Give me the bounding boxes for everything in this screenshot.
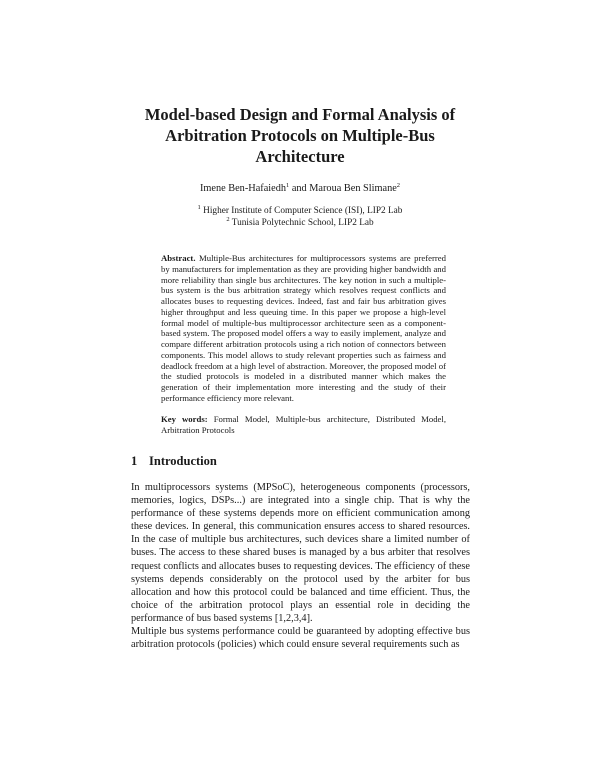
title-line: Model-based Design and Formal Analysis of [144,105,456,124]
section-number: 1 [131,454,138,468]
author-name: Imene Ben-Hafaiedh [199,183,286,194]
abstract-label: Abstract. [161,253,196,263]
body-paragraph: Multiple bus systems performance could be guaranteed by adopting effective bus arbitration protocols (policies) which could ensure several requirements such as [131,626,470,651]
affiliation-mark: 1 [286,182,290,189]
affiliation-text: Tunisia Polytechnic School, LIP2 Lab [231,217,374,228]
affiliation-mark: 1 [197,204,201,211]
affiliation-mark: 2 [396,182,401,189]
affiliation [100,215,500,230]
abstract [161,253,446,404]
title-line: Architecture [255,147,345,166]
author-list [100,182,500,195]
paper-title [100,104,500,167]
affiliation-text: Higher Institute of Computer Science (ISI), LIP2 Lab [203,206,403,216]
affiliation-list [100,206,500,229]
affiliation [100,206,500,218]
author-name: Maroua Ben Slimane [309,183,397,194]
keywords [161,414,446,436]
author-joiner: and [291,183,307,194]
section-title: Introduction [149,454,217,468]
affiliation-mark: 2 [226,215,230,223]
section-body [131,481,470,651]
section-heading [131,454,217,469]
body-paragraph: In multiprocessors systems (MPSoC), heterogeneous components (processors, memories, logics, DSPs...) are integrated into a single chip. That is why the performance of these systems depends more on efficient communication among these devices. In general, this communication ensures access to shared resources. In the case of multiple bus architectures, such devices share a limited number of buses. The access to these shared buses is managed by a bus arbiter that resolves request conflicts and allocates buses to requesting devices. The efficiency of these systems depends considerably on the protocol used by the arbiter for bus allocation and how this protocol could be balanced and time efficient. Thus, the choice of the arbitration protocol plays an essential role in deciding the performance of bus based systems [1,2,3,4]. [131,482,470,624]
abstract-text: Multiple-Bus architectures for multiprocessors systems are preferred by manufacturers for implementation as they are providing higher bandwidth and more reliability than single bus architectures. The key notion in such a multiple-bus system is the bus arbitration strategy which resolves request conflicts and allocates buses to requesting devices. Indeed, fast and fair bus arbitration gives higher throughput and less queuing time. In this paper we propose a high-level formal model of multiple-bus multiprocessor architecture seen as a component-based system. The proposed model offers a way to easily implement, analyze and compare different arbitration protocols using a rich notion of connectors between components. This model allows to study relevant properties such as fairness and deadlock freedom at a high level of abstraction. Moreover, the proposed model of the studied protocols is modeled in a distributed manner which makes the generation of their implementation more interesting and the study of their performance efficiency more relevant. [161,253,446,403]
keywords-text: Formal Model, Multiple-bus architecture, Distributed Model, Arbitration Protocols [161,414,446,435]
title-line: Arbitration Protocols on Multiple-Bus [165,126,435,145]
keywords-label: Key words: [161,414,208,424]
